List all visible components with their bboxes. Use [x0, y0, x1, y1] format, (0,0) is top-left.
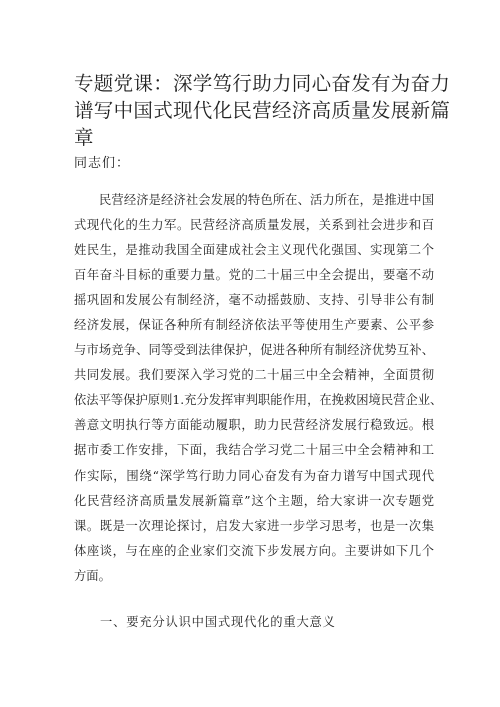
paragraph-line: 式现代化的生力军。民营经济高质量发展，关系到社会进步和百	[74, 218, 434, 233]
section-heading: 一、要充分认识中国式现代化的重大意义	[100, 615, 336, 629]
paragraph-line: 化民营经济高质量发展新篇章”这个主题，给大家讲一次专题党	[74, 493, 434, 508]
paragraph-line: 共同发展。我们要深入学习党的二十届三中全会精神，全面贯彻	[74, 368, 434, 383]
paragraph-line: 依法平等保护原则1.充分发挥审判职能作用，在挽救困境民营企业、	[74, 393, 443, 408]
document-title	[74, 70, 451, 151]
salutation: 同志们：	[74, 156, 131, 171]
paragraph-line: 与市场竞争、同等受到法律保护，促进各种所有制经济优势互补、	[74, 343, 434, 358]
paragraph-line: 经济发展，保证各种所有制经济依法平等使用生产要素、公平参	[74, 318, 434, 333]
body-paragraph	[74, 192, 443, 593]
paragraph-line: 体座谈，与在座的企业家们交流下步发展方向。主要讲如下几个	[74, 543, 434, 558]
title-line: 章	[74, 126, 94, 149]
title-line: 谱写中国式现代化民营经济高质量发展新篇	[74, 99, 451, 122]
paragraph-line: 摇巩固和发展公有制经济，毫不动摇鼓励、支持、引导非公有制	[74, 293, 434, 308]
paragraph-line: 百年奋斗目标的重要力量。党的二十届三中全会提出，要毫不动	[74, 268, 434, 283]
paragraph-line: 姓民生，是推动我国全面建成社会主义现代化强国、实现第二个	[74, 243, 434, 258]
paragraph-line: 课。既是一次理论探讨，启发大家进一步学习思考，也是一次集	[74, 518, 434, 533]
paragraph-line: 作实际，围绕“深学笃行助力同心奋发有为奋力谱写中国式现代	[74, 468, 434, 483]
title-line: 专题党课：深学笃行助力同心奋发有为奋力	[74, 72, 451, 95]
paragraph-line: 据市委工作安排，下面，我结合学习党二十届三中全会精神和工	[74, 443, 434, 458]
paragraph-line: 方面。	[74, 568, 111, 583]
paragraph-line: 民营经济是经济社会发展的特色所在、活力所在，是推进中国	[99, 193, 434, 207]
paragraph-line: 善意文明执行等方面能动履职，助力民营经济发展行稳致远。根	[74, 418, 434, 433]
